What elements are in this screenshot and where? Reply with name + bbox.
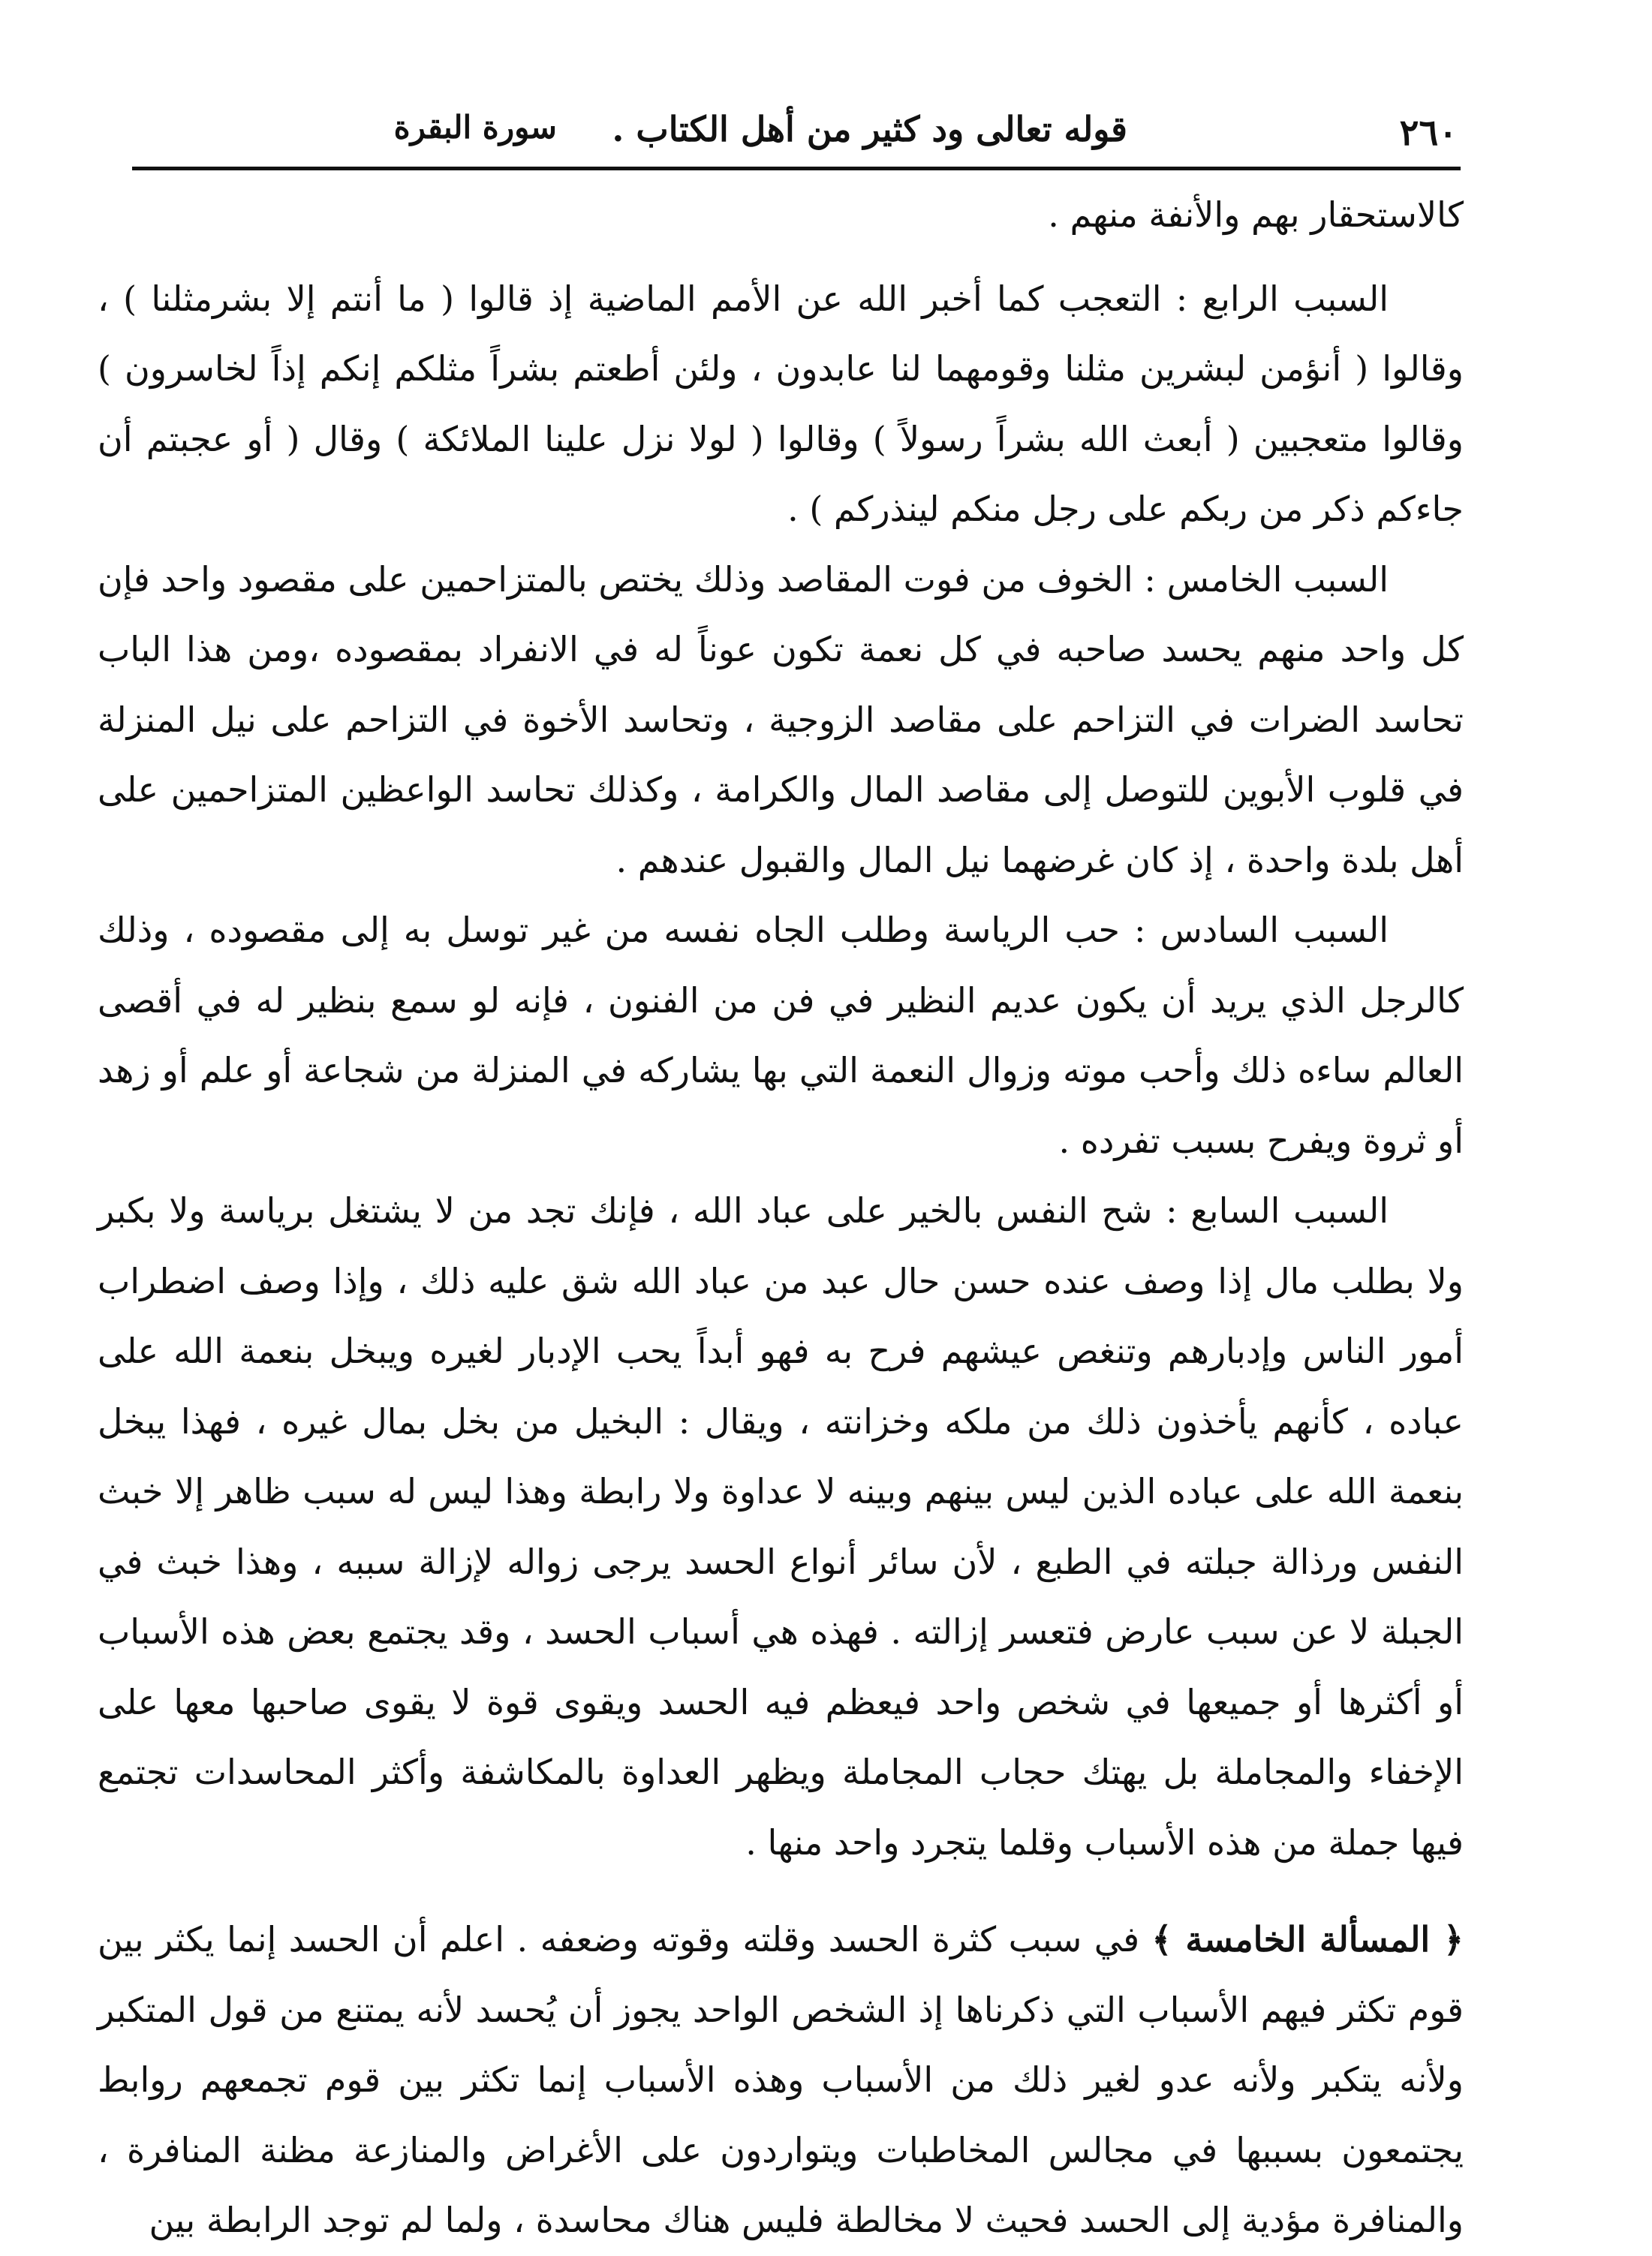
paragraph-cause-six: السبب السادس : حب الرياسة وطلب الجاه نفسه من غير توسل به إلى مقصوده ، وذلك كالرجل الذي يريد أن يكون عديم النظير في فن من الفنون ، فإنه لو سمع بنظير له في أقصى العالم ساءه ذلك وأحب موته وزوال النعمة التي بها يشاركه في المنزلة من شجاعة أو علم أو زهد أو ثروة ويفرح بسبب تفرده . xyxy=(98,910,1464,1161)
page-body xyxy=(98,180,1464,2256)
paragraph-cause-five: السبب الخامس : الخوف من فوت المقاصد وذلك يختص بالمتزاحمين على مقصود واحد فإن كل واحد منهم يحسد صاحبه في كل نعمة تكون عوناً له في الانفراد بمقصوده ،ومن هذا الباب تحاسد الضرات في التزاحم على مقاصد الزوجية ، وتحاسد الأخوة في التزاحم على نيل المنزلة في قلوب الأبوين للتوصل إلى مقاصد المال والكرامة ، وكذلك تحاسد الواعظين المتزاحمين على أهل بلدة واحدة ، إذ كان غرضهما نيل المال والقبول عندهم . xyxy=(98,558,1464,880)
section-text: في سبب كثرة الحسد وقلته وقوته وضعفه . اعلم أن الحسد إنما يكثر بين قوم تكثر فيهم الأسباب التي ذكرناها إذ الشخص الواحد يجوز أن يُحسد لأنه يمتنع من قول المتكبر ولأنه يتكبر ولأنه عدو لغير ذلك من الأسباب وهذه الأسباب إنما تكثر بين قوم تجمعهم روابط يجتمعون بسببها في مجالس المخاطبات ويتواردون على الأغراض والمنازعة مظنة المنافرة ، والمنافرة مؤدية إلى الحسد فحيث لا مخالطة فليس هناك محاسدة ، ولما لم توجد الرابطة بين xyxy=(98,1919,1464,2240)
header-rule xyxy=(132,167,1461,170)
paragraph-continuation: كالاستحقار بهم والأنفة منهم . xyxy=(1048,194,1464,235)
paragraph-section-five xyxy=(98,1905,1464,2256)
paragraph-cause-seven: السبب السابع : شح النفس بالخير على عباد الله ، فإنك تجد من لا يشتغل برياسة ولا بكبر ولا بطلب مال إذا وصف عنده حسن حال عبد من عباد الله شق عليه ذلك ، وإذا وصف اضطراب أمور الناس وإدبارهم وتنغص عيشهم فرح به فهو أبداً يحب الإدبار لغيره ويبخل بنعمة الله على عباده ، كأنهم يأخذون ذلك من ملكه وخزانته ، ويقال : البخيل من بخل بمال غيره ، فهذا يبخل بنعمة الله على عباده الذين ليس بينهم وبينه لا عداوة ولا رابطة وهذا ليس له سبب ظاهر إلا خبث النفس ورذالة جبلته في الطبع ، لأن سائر أنواع الحسد يرجى زواله لإزالة سببه ، وهذا خبث في الجبلة لا عن سبب عارض فتعسر إزالته . فهذه هي أسباب الحسد ، وقد يجتمع بعض هذه الأسباب أو أكثرها أو جميعها في شخص واحد فيعظم فيه الحسد ويقوى قوة لا يقوى صاحبها معها على الإخفاء والمجاملة بل يهتك حجاب المجاملة ويظهر العداوة بالمكاشفة وأكثر المحاسدات تجتمع فيها جملة من هذه الأسباب وقلما يتجرد واحد منها . xyxy=(98,1190,1464,1863)
surah-name: سورة البقرة xyxy=(393,109,557,146)
running-title: قوله تعالى ود كثير من أهل الكتاب . xyxy=(612,109,1127,149)
paragraph-cause-four: السبب الرابع : التعجب كما أخبر الله عن الأمم الماضية إذ قالوا ( ما أنتم إلا بشرمثلنا ) ، وقالوا ( أنؤمن لبشرين مثلنا وقومهما لنا عابدون ، ولئن أطعتم بشراً مثلكم إنكم إذاً لخاسرون ) وقالوا متعجبين ( أبعث الله بشراً رسولاً ) وقالوا ( لولا نزل علينا الملائكة ) وقال ( أو عجبتم أن جاءكم ذكر من ربكم على رجل منكم لينذركم ) . xyxy=(98,278,1464,529)
page-header xyxy=(132,101,1458,161)
section-heading: ﴿ المسألة الخامسة ﴾ xyxy=(1151,1919,1464,1960)
page-number: ٢٦٠ xyxy=(1399,112,1458,154)
